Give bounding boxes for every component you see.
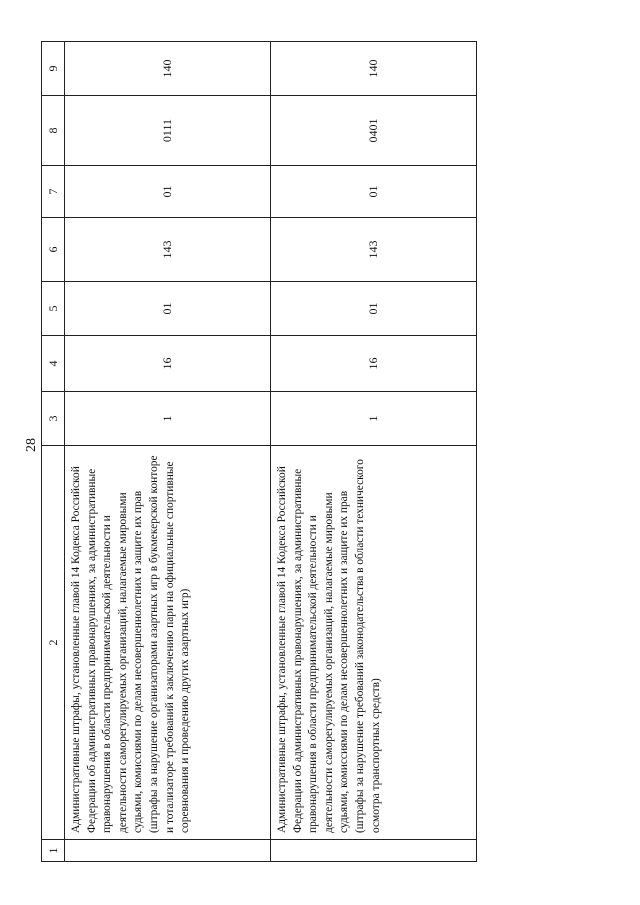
header-col-8: 8 xyxy=(42,96,65,166)
cell-col-9: 140 xyxy=(65,42,271,96)
cell-col-7: 01 xyxy=(271,166,477,218)
header-col-3: 3 xyxy=(42,392,65,446)
header-col-9: 9 xyxy=(42,42,65,96)
header-col-7: 7 xyxy=(42,166,65,218)
header-col-1: 1 xyxy=(42,840,65,862)
cell-description: Административные штрафы, установленные главой 14 Кодекса Российской Федерации об административных правонарушениях, за административные правонарушения в области предпринимательской деятельности и деятельности саморегулируемых организаций, налагаемые мировыми судьями, комиссиями по делам несовершеннолетних и защите их прав (штрафы за нарушение организаторами азартных игр в букмекерской конторе и тотализаторе требований к заключению пари на официальные спортивные соревнования и проведению других азартных игр) xyxy=(65,446,271,840)
cell-col-1 xyxy=(65,840,271,862)
cell-col-3: 1 xyxy=(271,392,477,446)
cell-col-8: 0401 xyxy=(271,96,477,166)
rotated-table-container xyxy=(41,42,461,862)
cell-col-4: 16 xyxy=(65,336,271,392)
cell-col-9: 140 xyxy=(271,42,477,96)
budget-codes-table xyxy=(41,41,477,862)
cell-description: Административные штрафы, установленные главой 14 Кодекса Российской Федерации об административных правонарушениях, за административные правонарушения в области предпринимательской деятельности и деятельности саморегулируемых организаций, налагаемые мировыми судьями, комиссиями по делам несовершеннолетних и защите их прав (штрафы за нарушение требований законодательства в области технического осмотра транспортных средств) xyxy=(271,446,477,840)
header-row xyxy=(42,42,65,862)
header-col-5: 5 xyxy=(42,282,65,336)
cell-col-1 xyxy=(271,840,477,862)
header-col-6: 6 xyxy=(42,218,65,282)
table-row xyxy=(271,42,477,862)
header-col-4: 4 xyxy=(42,336,65,392)
page-number: 28 xyxy=(24,438,39,452)
cell-col-4: 16 xyxy=(271,336,477,392)
cell-col-8: 0111 xyxy=(65,96,271,166)
cell-col-6: 143 xyxy=(65,218,271,282)
cell-col-7: 01 xyxy=(65,166,271,218)
cell-col-5: 01 xyxy=(271,282,477,336)
cell-col-3: 1 xyxy=(65,392,271,446)
cell-col-5: 01 xyxy=(65,282,271,336)
table-row xyxy=(65,42,271,862)
cell-col-6: 143 xyxy=(271,218,477,282)
header-col-2: 2 xyxy=(42,446,65,840)
